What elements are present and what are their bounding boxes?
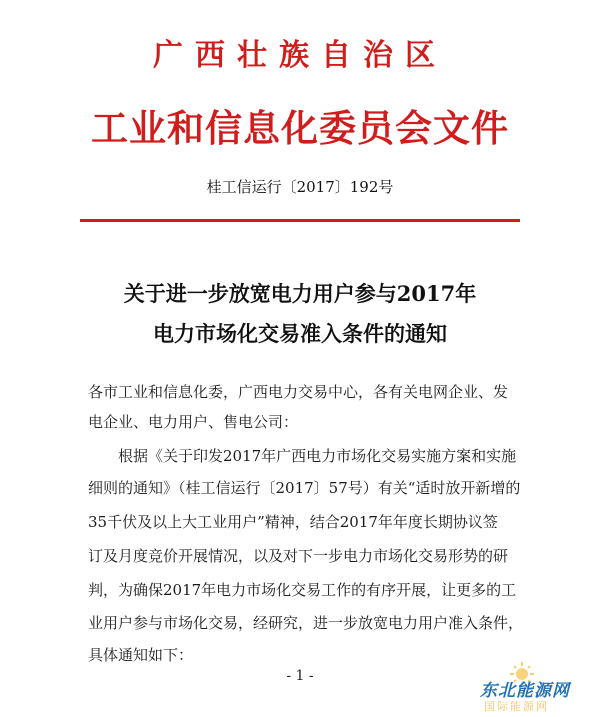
page-number: - 1 - [286, 668, 314, 684]
issuing-office: 工业和信息化委员会文件 [91, 106, 509, 150]
document-number: 桂工信运行〔2017〕192号 [206, 178, 394, 196]
body-line: 订及月度竞价开展情况，以及对下一步电力市场化交易形势的研 [88, 547, 509, 565]
body-line: 具体通知如下： [88, 646, 194, 664]
notice-title-line-2: 电力市场化交易准入条件的通知 [153, 321, 447, 346]
body-line: 根据《关于印发2017年广西电力市场化交易实施方案和实施 [118, 447, 517, 465]
body-line: 各市工业和信息化委，广西电力交易中心，各有关电网企业、发 [88, 383, 509, 401]
red-divider [80, 219, 520, 222]
body-line: 细则的通知》（桂工信运行〔2017〕57号）有关“适时放开新增的 [88, 479, 521, 497]
notice-title-line-1: 关于进一步放宽电力用户参与2017年 [123, 281, 477, 306]
site-watermark [458, 662, 600, 717]
watermark-sub-text: 国际能源网 [484, 700, 549, 713]
watermark-site-name: 东北能源网 [480, 681, 570, 701]
body-line: 电企业、电力用户、售电公司： [88, 413, 299, 431]
body-line: 判，为确保2017年电力市场化交易工作的有序开展，让更多的工 [88, 581, 517, 599]
body-line: 业用户参与市场化交易，经研究，进一步放宽电力用户准入条件， [88, 614, 524, 632]
body-line: 35千伏及以上大工业用户”精神，结合2017年年度长期协议签 [88, 513, 498, 531]
issuing-region: 广西壮族自治区 [153, 38, 447, 73]
